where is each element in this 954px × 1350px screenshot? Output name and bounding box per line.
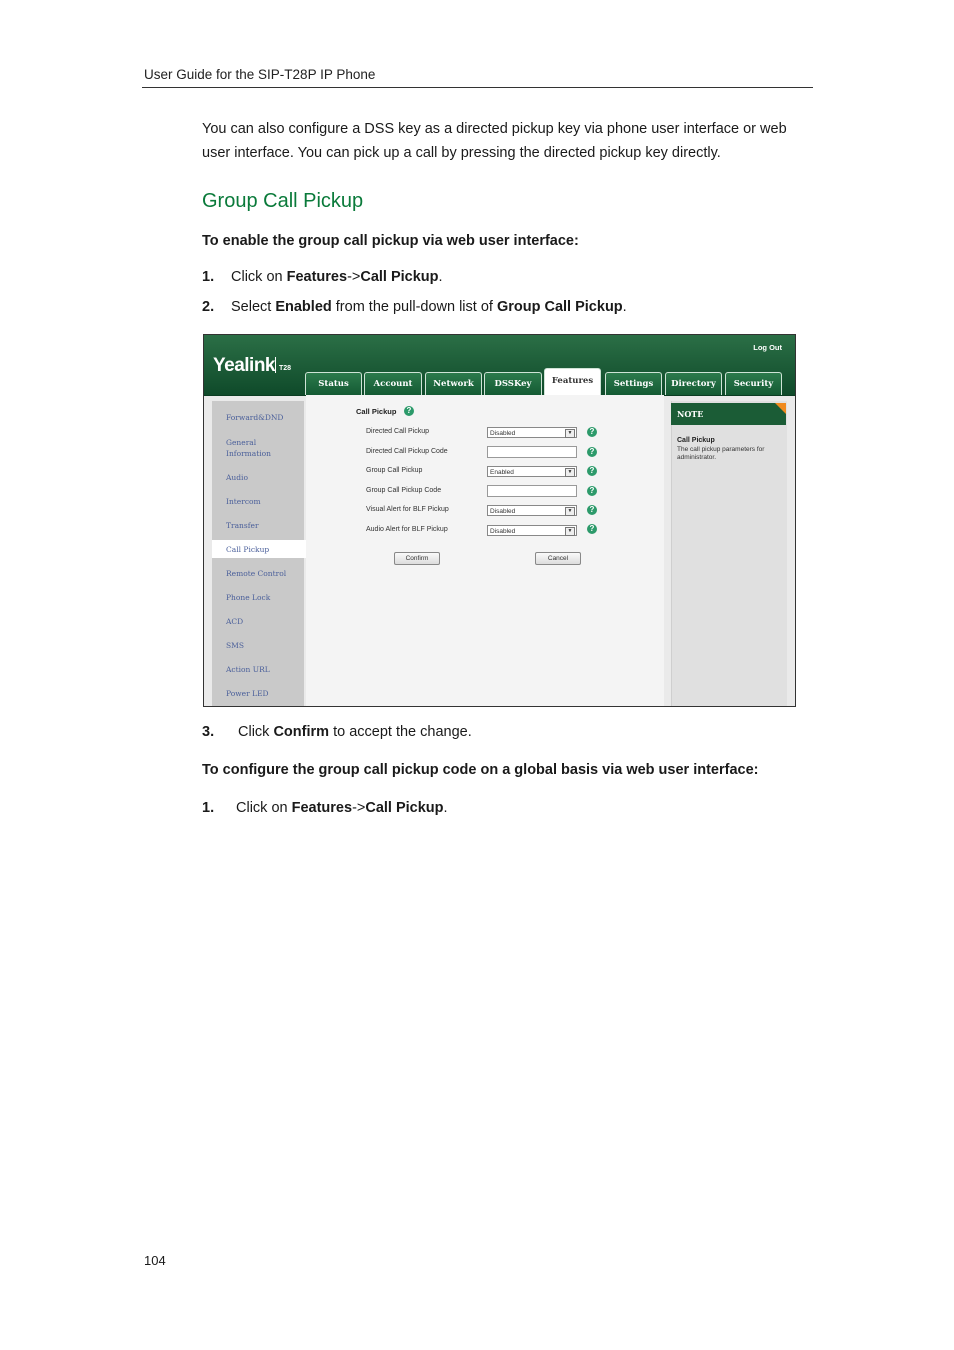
select-audio-alert-blf-pickup[interactable] [487,525,577,536]
step-number: 2. [202,299,215,315]
web-ui-screenshot [203,334,796,707]
select-value: Disabled [490,528,516,535]
label-group-call-pickup-code: Group Call Pickup Code [366,487,442,494]
sidebar-item-general-information[interactable]: General Information [226,438,272,458]
main-content [306,395,664,706]
select-value: Disabled [490,430,516,437]
menu-path-call-pickup: Call Pickup [360,269,439,285]
note-header: NOTE [671,403,786,425]
step-3 [202,724,472,740]
sidebar-item-remote-control[interactable]: Remote Control [226,569,287,578]
sidebar-item-intercom[interactable]: Intercom [226,497,261,506]
step-text: to accept the change. [329,724,472,740]
select-visual-alert-blf-pickup[interactable] [487,505,577,516]
chevron-down-icon: ▼ [565,429,575,438]
step-number: 1. [202,269,215,285]
sidebar-item-transfer[interactable]: Transfer [226,521,259,530]
note-corner-fold-icon [775,403,786,414]
help-icon[interactable]: ? [587,427,597,437]
select-value: Disabled [490,508,516,515]
step-text: Click [238,724,274,740]
step-text: -> [352,800,366,816]
label-directed-call-pickup: Directed Call Pickup [366,428,430,435]
help-icon[interactable]: ? [587,505,597,515]
procedure-heading-2: To configure the group call pickup code on a global basis via web user interface: [202,762,759,778]
step-text: from the pull-down list of [331,299,497,315]
step-2 [202,299,627,315]
model-label: T28 [279,365,292,372]
step-text: . [443,800,448,816]
label-directed-call-pickup-code: Directed Call Pickup Code [366,448,448,455]
chevron-down-icon: ▼ [565,507,575,516]
sidebar-item-call-pickup[interactable]: Call Pickup [226,545,270,554]
sidebar-item-power-led[interactable]: Power LED [226,689,269,698]
tab-directory[interactable]: Directory [665,372,722,395]
note-text: The call pickup parameters for administrator. [677,446,765,461]
top-bar [204,335,795,396]
step-text: Select [231,299,276,315]
sidebar-item-acd[interactable]: ACD [226,617,244,626]
chevron-down-icon: ▼ [565,468,575,477]
tab-account[interactable]: Account [364,372,422,395]
help-icon[interactable]: ? [587,524,597,534]
menu-path-features: Features [286,269,348,285]
sidebar-item-sms[interactable]: SMS [226,641,244,650]
confirm-button[interactable]: Confirm [394,552,440,565]
step-text: . [622,299,627,315]
form-title: Call Pickup [356,407,397,416]
select-group-call-pickup[interactable] [487,466,577,477]
sidebar-item-forward-dnd[interactable]: Forward&DND [226,413,284,422]
page-number: 104 [144,1253,166,1268]
step-1 [202,269,443,285]
tab-dsskey[interactable]: DSSKey [484,372,542,395]
input-directed-call-pickup-code[interactable] [487,446,577,458]
step-1-second-procedure [202,800,448,816]
running-header: User Guide for the SIP-T28P IP Phone [144,67,376,82]
label-group-call-pickup: Group Call Pickup [366,467,423,474]
step-text: . [438,269,443,285]
step-text: Click on [236,800,292,816]
note-title: Call Pickup [677,437,715,444]
sidebar-item-phone-lock[interactable]: Phone Lock [226,593,271,602]
field-group-call-pickup: Group Call Pickup [496,299,623,315]
label-audio-alert-blf-pickup: Audio Alert for BLF Pickup [366,526,448,533]
procedure-heading-1: To enable the group call pickup via web user interface: [202,233,579,249]
step-text: Click on [231,269,287,285]
help-icon[interactable]: ? [587,466,597,476]
tab-settings[interactable]: Settings [605,372,662,395]
menu-path-features: Features [291,800,353,816]
help-icon[interactable]: ? [587,486,597,496]
tab-security[interactable]: Security [725,372,782,395]
step-number: 1. [202,800,215,816]
sidebar-item-action-url[interactable]: Action URL [226,665,270,674]
header-rule [142,87,813,88]
tab-network[interactable]: Network [425,372,482,395]
select-directed-call-pickup[interactable] [487,427,577,438]
yealink-logo: Yealink [213,355,275,376]
sidebar-item-audio[interactable]: Audio [226,473,248,482]
tab-features[interactable]: Features [544,368,601,395]
logout-link[interactable]: Log Out [753,343,782,352]
step-number: 3. [202,724,215,740]
input-group-call-pickup-code[interactable] [487,485,577,497]
help-icon[interactable]: ? [404,406,414,416]
logo-separator [275,357,276,373]
step-text: -> [347,269,361,285]
chevron-down-icon: ▼ [565,527,575,536]
button-name-confirm: Confirm [273,724,330,740]
cancel-button[interactable]: Cancel [535,552,581,565]
select-value: Enabled [490,469,514,476]
menu-path-call-pickup: Call Pickup [365,800,444,816]
tab-status[interactable]: Status [305,372,362,395]
section-title: Group Call Pickup [202,190,364,212]
intro-paragraph: You can also configure a DSS key as a directed pickup key via phone user interface or web user interface. You can pick up a call by pressing the directed pickup key directly. [202,121,787,161]
help-icon[interactable]: ? [587,447,597,457]
option-enabled: Enabled [275,299,332,315]
label-visual-alert-blf-pickup: Visual Alert for BLF Pickup [366,506,449,513]
